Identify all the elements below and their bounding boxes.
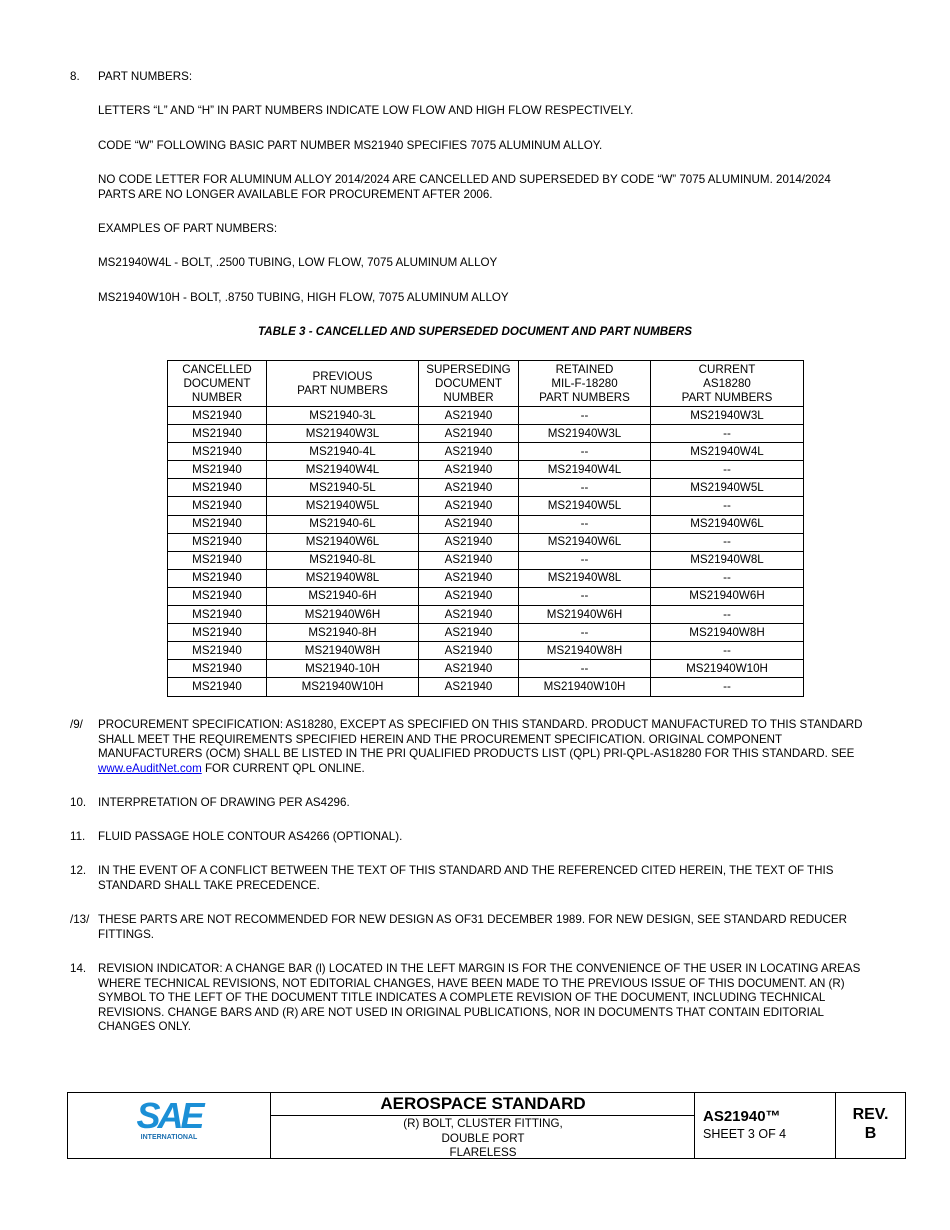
- note-13: THESE PARTS ARE NOT RECOMMENDED FOR NEW DESIGN AS OF31 DECEMBER 1989. FOR NEW DESIGN, SEE STANDARD REDUCER FITTINGS.: [98, 913, 847, 941]
- table-cell: MS21940: [168, 606, 267, 624]
- note-12: IN THE EVENT OF A CONFLICT BETWEEN THE TEXT OF THIS STANDARD AND THE REFERENCED CITED HEREIN, THE TEXT OF THIS STANDARD SHALL TAKE PRECEDENCE.: [98, 864, 834, 892]
- header-line: CANCELLED: [182, 362, 252, 376]
- header-line: AS18280: [703, 376, 751, 390]
- header-line: PART NUMBERS: [539, 390, 630, 404]
- table-cell: MS21940W6H: [267, 606, 419, 624]
- table-row: [168, 569, 804, 587]
- note-8-para: EXAMPLES OF PART NUMBERS:: [98, 222, 278, 235]
- header-line: SUPERSEDING: [426, 362, 511, 376]
- note-number: /9/: [70, 718, 83, 731]
- table-cell: MS21940W8L: [267, 569, 419, 587]
- table-row: [168, 425, 804, 443]
- note-9-text: PROCUREMENT SPECIFICATION: AS18280, EXCEPT AS SPECIFIED ON THIS STANDARD. PRODUCT MANUFACTURED TO THIS STANDARD SHALL MEET THE REQUIREMENTS SPECIFIED HEREIN AND THE PROCUREMENT SPECIFICATION. ORIGINAL COMPONENT MANUFACTURERS (OCM) SHALL BE LISTED IN THE PRI QUALIFIED PRODUCTS LIST (QPL) PRI-QPL-AS18280 FOR THIS STANDARD. SEE: [98, 718, 863, 761]
- table-title: TABLE 3 - CANCELLED AND SUPERSEDED DOCUMENT AND PART NUMBERS: [258, 325, 692, 338]
- table-cell: AS21940: [419, 497, 519, 515]
- note-8-para: CODE “W” FOLLOWING BASIC PART NUMBER MS21940 SPECIFIES 7075 ALUMINUM ALLOY.: [98, 139, 603, 152]
- table-cell: MS21940W8L: [651, 551, 804, 569]
- table-row: [168, 678, 804, 696]
- table-cell: MS21940W4L: [519, 461, 651, 479]
- note-14: REVISION INDICATOR: A CHANGE BAR (l) LOCATED IN THE LEFT MARGIN IS FOR THE CONVENIENCE OF THE USER IN LOCATING AREAS WHERE TECHNICAL REVISIONS, NOT EDITORIAL CHANGES, HAVE BEEN MADE TO THE PREVIOUS ISSUE OF THIS DOCUMENT. AN (R) SYMBOL TO THE LEFT OF THE DOCUMENT TITLE INDICATES A COMPLETE REVISION OF THE DOCUMENT, INCLUDING TECHNICAL REVISIONS. CHANGE BARS AND (R) ARE NOT USED IN ORIGINAL PUBLICATIONS, NOR IN DOCUMENTS THAT CONTAIN EDITORIAL CHANGES ONLY.: [98, 962, 861, 1034]
- title-block: [67, 1092, 906, 1159]
- table-cell: MS21940-6H: [267, 587, 419, 605]
- header-line: PART NUMBERS: [297, 383, 388, 397]
- table-cell: MS21940W6L: [267, 533, 419, 551]
- table-row: [168, 551, 804, 569]
- table-row: [168, 515, 804, 533]
- table-cell: MS21940: [168, 624, 267, 642]
- rev-value: B: [864, 1125, 877, 1142]
- table-cell: MS21940-4L: [267, 443, 419, 461]
- header-line: CURRENT: [698, 362, 756, 376]
- note-number: 12.: [70, 864, 87, 877]
- document-number: AS21940™: [703, 1108, 781, 1125]
- table-row: [168, 587, 804, 605]
- header-line: MIL-F-18280: [551, 376, 618, 390]
- table-cell: AS21940: [419, 569, 519, 587]
- header-line: NUMBER: [443, 390, 494, 404]
- table-cell: MS21940W8L: [519, 569, 651, 587]
- table-row: [168, 407, 804, 425]
- note-number: 10.: [70, 796, 87, 809]
- table-cell: MS21940: [168, 533, 267, 551]
- table-cell: --: [651, 642, 804, 660]
- table-cell: MS21940W5L: [651, 479, 804, 497]
- column-header: [519, 361, 651, 407]
- table-cell: MS21940: [168, 425, 267, 443]
- table-cell: MS21940: [168, 479, 267, 497]
- note-8-para: MS21940W4L - BOLT, .2500 TUBING, LOW FLOW, 7075 ALUMINUM ALLOY: [98, 256, 498, 269]
- table-cell: MS21940W6L: [519, 533, 651, 551]
- note-9-text-end: FOR CURRENT QPL ONLINE.: [201, 761, 365, 775]
- rev-label: REV.: [852, 1106, 889, 1123]
- table-cell: MS21940: [168, 569, 267, 587]
- sae-logo-mark: SAE: [136, 1095, 202, 1136]
- sheet-number: SHEET 3 OF 4: [703, 1127, 787, 1141]
- table-cell: MS21940W3L: [519, 425, 651, 443]
- table-cell: MS21940-6L: [267, 515, 419, 533]
- header-line: PREVIOUS: [312, 369, 373, 383]
- table-cell: MS21940-10H: [267, 660, 419, 678]
- note-10: INTERPRETATION OF DRAWING PER AS4296.: [98, 796, 350, 809]
- table-cell: AS21940: [419, 533, 519, 551]
- table-cell: --: [651, 425, 804, 443]
- header-line: DOCUMENT: [435, 376, 502, 390]
- table-cell: MS21940-8L: [267, 551, 419, 569]
- table-cell: MS21940: [168, 551, 267, 569]
- table-cell: MS21940W6H: [651, 587, 804, 605]
- note-8-para: MS21940W10H - BOLT, .8750 TUBING, HIGH FLOW, 7075 ALUMINUM ALLOY: [98, 291, 509, 304]
- table-cell: MS21940: [168, 461, 267, 479]
- header-line: NUMBER: [191, 390, 243, 404]
- table-header-row: [168, 361, 804, 407]
- table-cell: --: [519, 587, 651, 605]
- table-cell: --: [519, 407, 651, 425]
- table-cell: MS21940W3L: [267, 425, 419, 443]
- table-cell: --: [651, 461, 804, 479]
- table-cell: MS21940: [168, 407, 267, 425]
- table-cell: MS21940: [168, 642, 267, 660]
- note-8-para: LETTERS “L” AND “H” IN PART NUMBERS INDICATE LOW FLOW AND HIGH FLOW RESPECTIVELY.: [98, 104, 634, 117]
- table-cell: MS21940: [168, 515, 267, 533]
- note-number: /13/: [70, 913, 90, 926]
- table-cell: MS21940W5L: [267, 497, 419, 515]
- table-row: [168, 479, 804, 497]
- table-cell: AS21940: [419, 515, 519, 533]
- table-cell: MS21940-8H: [267, 624, 419, 642]
- table-cell: MS21940W3L: [651, 407, 804, 425]
- table-cell: AS21940: [419, 660, 519, 678]
- table-cell: MS21940W10H: [267, 678, 419, 696]
- table-row: [168, 461, 804, 479]
- table-cell: --: [519, 624, 651, 642]
- document-title: [271, 1116, 695, 1161]
- table-cell: --: [519, 660, 651, 678]
- table-cell: MS21940: [168, 443, 267, 461]
- eauditnet-link[interactable]: www.eAuditNet.com: [98, 761, 202, 775]
- header-line: PART NUMBERS: [681, 390, 773, 404]
- table-cell: MS21940: [168, 587, 267, 605]
- table-cell: --: [651, 678, 804, 696]
- table-cell: AS21940: [419, 425, 519, 443]
- table-cell: --: [519, 551, 651, 569]
- table-cell: --: [651, 606, 804, 624]
- table-cell: MS21940W8H: [267, 642, 419, 660]
- table-cell: MS21940W10H: [651, 660, 804, 678]
- note-number: 11.: [70, 830, 86, 843]
- table-cell: AS21940: [419, 624, 519, 642]
- table-cell: AS21940: [419, 642, 519, 660]
- table-cell: --: [519, 515, 651, 533]
- table-cell: AS21940: [419, 551, 519, 569]
- table-row: [168, 642, 804, 660]
- column-header: [168, 361, 267, 407]
- sae-logo: [68, 1095, 270, 1143]
- table-row: [168, 497, 804, 515]
- title-line: (R) BOLT, CLUSTER FITTING,: [403, 1117, 563, 1130]
- note-number: 8.: [70, 70, 80, 83]
- table-cell: AS21940: [419, 407, 519, 425]
- table-cell: MS21940W5L: [519, 497, 651, 515]
- note-8-heading: PART NUMBERS:: [98, 70, 193, 83]
- parts-table: [167, 360, 804, 697]
- table-cell: AS21940: [419, 461, 519, 479]
- table-cell: MS21940W4L: [267, 461, 419, 479]
- sae-logo-sub: INTERNATIONAL: [140, 1134, 198, 1141]
- table-cell: AS21940: [419, 479, 519, 497]
- table-cell: MS21940W8H: [519, 642, 651, 660]
- table-cell: AS21940: [419, 443, 519, 461]
- table-cell: MS21940: [168, 678, 267, 696]
- column-header: [651, 361, 804, 407]
- header-line: RETAINED: [555, 362, 614, 376]
- table-row: [168, 624, 804, 642]
- table-row: [168, 606, 804, 624]
- title-line: FLARELESS: [449, 1146, 517, 1160]
- column-header: [419, 361, 519, 407]
- table-cell: AS21940: [419, 678, 519, 696]
- table-cell: MS21940-5L: [267, 479, 419, 497]
- table-cell: MS21940: [168, 660, 267, 678]
- table-cell: --: [651, 569, 804, 587]
- table-cell: --: [519, 443, 651, 461]
- table-row: [168, 660, 804, 678]
- header-line: DOCUMENT: [183, 376, 251, 390]
- table-row: [168, 443, 804, 461]
- table-row: [168, 533, 804, 551]
- table-cell: MS21940W6L: [651, 515, 804, 533]
- table-cell: MS21940-3L: [267, 407, 419, 425]
- table-cell: --: [651, 497, 804, 515]
- standard-heading: AEROSPACE STANDARD: [271, 1093, 695, 1116]
- note-11: FLUID PASSAGE HOLE CONTOUR AS4266 (OPTIONAL).: [98, 830, 403, 843]
- note-number: 14.: [70, 962, 87, 975]
- note-8-para: NO CODE LETTER FOR ALUMINUM ALLOY 2014/2024 ARE CANCELLED AND SUPERSEDED BY CODE “W” 7075 ALUMINUM. 2014/2024 PARTS ARE NO LONGER AVAILABLE FOR PROCUREMENT AFTER 2006.: [98, 173, 831, 201]
- table-cell: MS21940W4L: [651, 443, 804, 461]
- table-cell: MS21940W10H: [519, 678, 651, 696]
- note-9: [98, 718, 868, 776]
- table-cell: AS21940: [419, 587, 519, 605]
- table-cell: MS21940: [168, 497, 267, 515]
- table-cell: AS21940: [419, 606, 519, 624]
- table-cell: MS21940W8H: [651, 624, 804, 642]
- table-cell: --: [651, 533, 804, 551]
- table-cell: --: [519, 479, 651, 497]
- column-header: [267, 361, 419, 407]
- title-line: DOUBLE PORT: [441, 1131, 525, 1145]
- table-cell: MS21940W6H: [519, 606, 651, 624]
